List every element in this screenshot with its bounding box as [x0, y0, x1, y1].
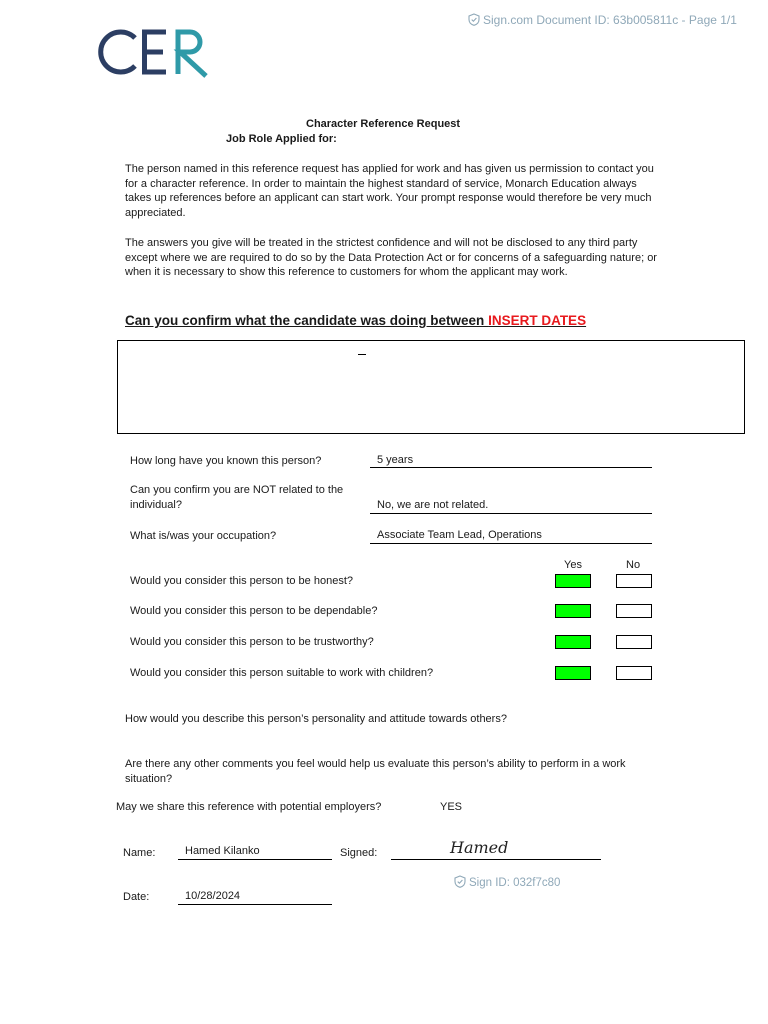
share-reference-label: May we share this reference with potential employers?	[116, 801, 382, 813]
text-cursor	[358, 354, 366, 355]
checklist-question: Would you consider this person to be trustworthy?	[130, 636, 374, 648]
confirm-dates-question	[125, 313, 586, 328]
checklist-question: Would you consider this person suitable to work with children?	[130, 667, 434, 679]
checkbox-no[interactable]	[616, 635, 652, 649]
confirm-question-text: Can you confirm what the candidate was doing between	[125, 313, 489, 328]
not-related-field[interactable]: No, we are not related.	[370, 499, 652, 514]
checkbox-yes[interactable]	[555, 604, 591, 618]
cer-logo	[98, 24, 218, 80]
shield-check-icon	[454, 875, 466, 888]
checklist-question: Would you consider this person to be dependable?	[130, 605, 378, 617]
personality-question: How would you describe this person’s personality and attitude towards others?	[125, 713, 507, 725]
checkbox-no[interactable]	[616, 574, 652, 588]
checkbox-yes[interactable]	[555, 666, 591, 680]
name-field[interactable]: Hamed Kilanko	[178, 845, 332, 860]
job-role-label: Job Role Applied for:	[226, 133, 337, 145]
document-id-text: Sign.com Document ID: 63b005811c - Page 1/1	[483, 13, 737, 27]
signature-line[interactable]	[391, 859, 601, 860]
share-reference-answer[interactable]: YES	[440, 801, 463, 813]
sign-id-text: Sign ID: 032f7c80	[469, 877, 561, 889]
insert-dates-placeholder: INSERT DATES	[488, 313, 587, 328]
checkbox-no[interactable]	[616, 604, 652, 618]
occupation-field[interactable]: Associate Team Lead, Operations	[370, 529, 652, 544]
known-duration-field[interactable]: 5 years	[370, 454, 652, 468]
confirm-answer-box[interactable]	[117, 340, 745, 434]
document-id	[468, 13, 737, 27]
known-duration-label: How long have you known this person?	[130, 455, 322, 467]
intro-paragraph-2: The answers you give will be treated in the strictest confidence and will not be disclosed to any third party except where we are required to do so by the Data Protection Act or for concerns of a safeguarding nature; or when it is necessary to show this reference to customers for whom the applicant may work.	[125, 237, 657, 279]
date-label: Date:	[123, 891, 150, 903]
checkbox-no[interactable]	[616, 666, 652, 680]
yes-column-header: Yes	[564, 559, 582, 571]
other-comments-question: Are there any other comments you feel would help us evaluate this person’s ability to perform in a work situation?	[125, 758, 626, 785]
checkbox-yes[interactable]	[555, 635, 591, 649]
occupation-label: What is/was your occupation?	[130, 530, 277, 542]
date-field[interactable]: 10/28/2024	[178, 890, 332, 905]
checklist-question: Would you consider this person to be honest?	[130, 575, 353, 587]
checkbox-yes[interactable]	[555, 574, 591, 588]
no-column-header: No	[626, 559, 641, 571]
intro-paragraph-1: The person named in this reference request has applied for work and has given us permission to contact you for a character reference. In order to maintain the highest standard of service, Monarch Education always takes up references before an applicant can start work. Your prompt response would therefore be very much appreciated.	[125, 163, 654, 219]
signature-image: Hamed	[450, 838, 509, 857]
shield-check-icon	[468, 13, 480, 26]
sign-id	[454, 875, 560, 889]
not-related-label: Can you confirm you are NOT related to the individual?	[130, 484, 344, 511]
signed-label: Signed:	[340, 847, 378, 859]
form-title: Character Reference Request	[306, 118, 461, 130]
name-label: Name:	[123, 847, 156, 859]
